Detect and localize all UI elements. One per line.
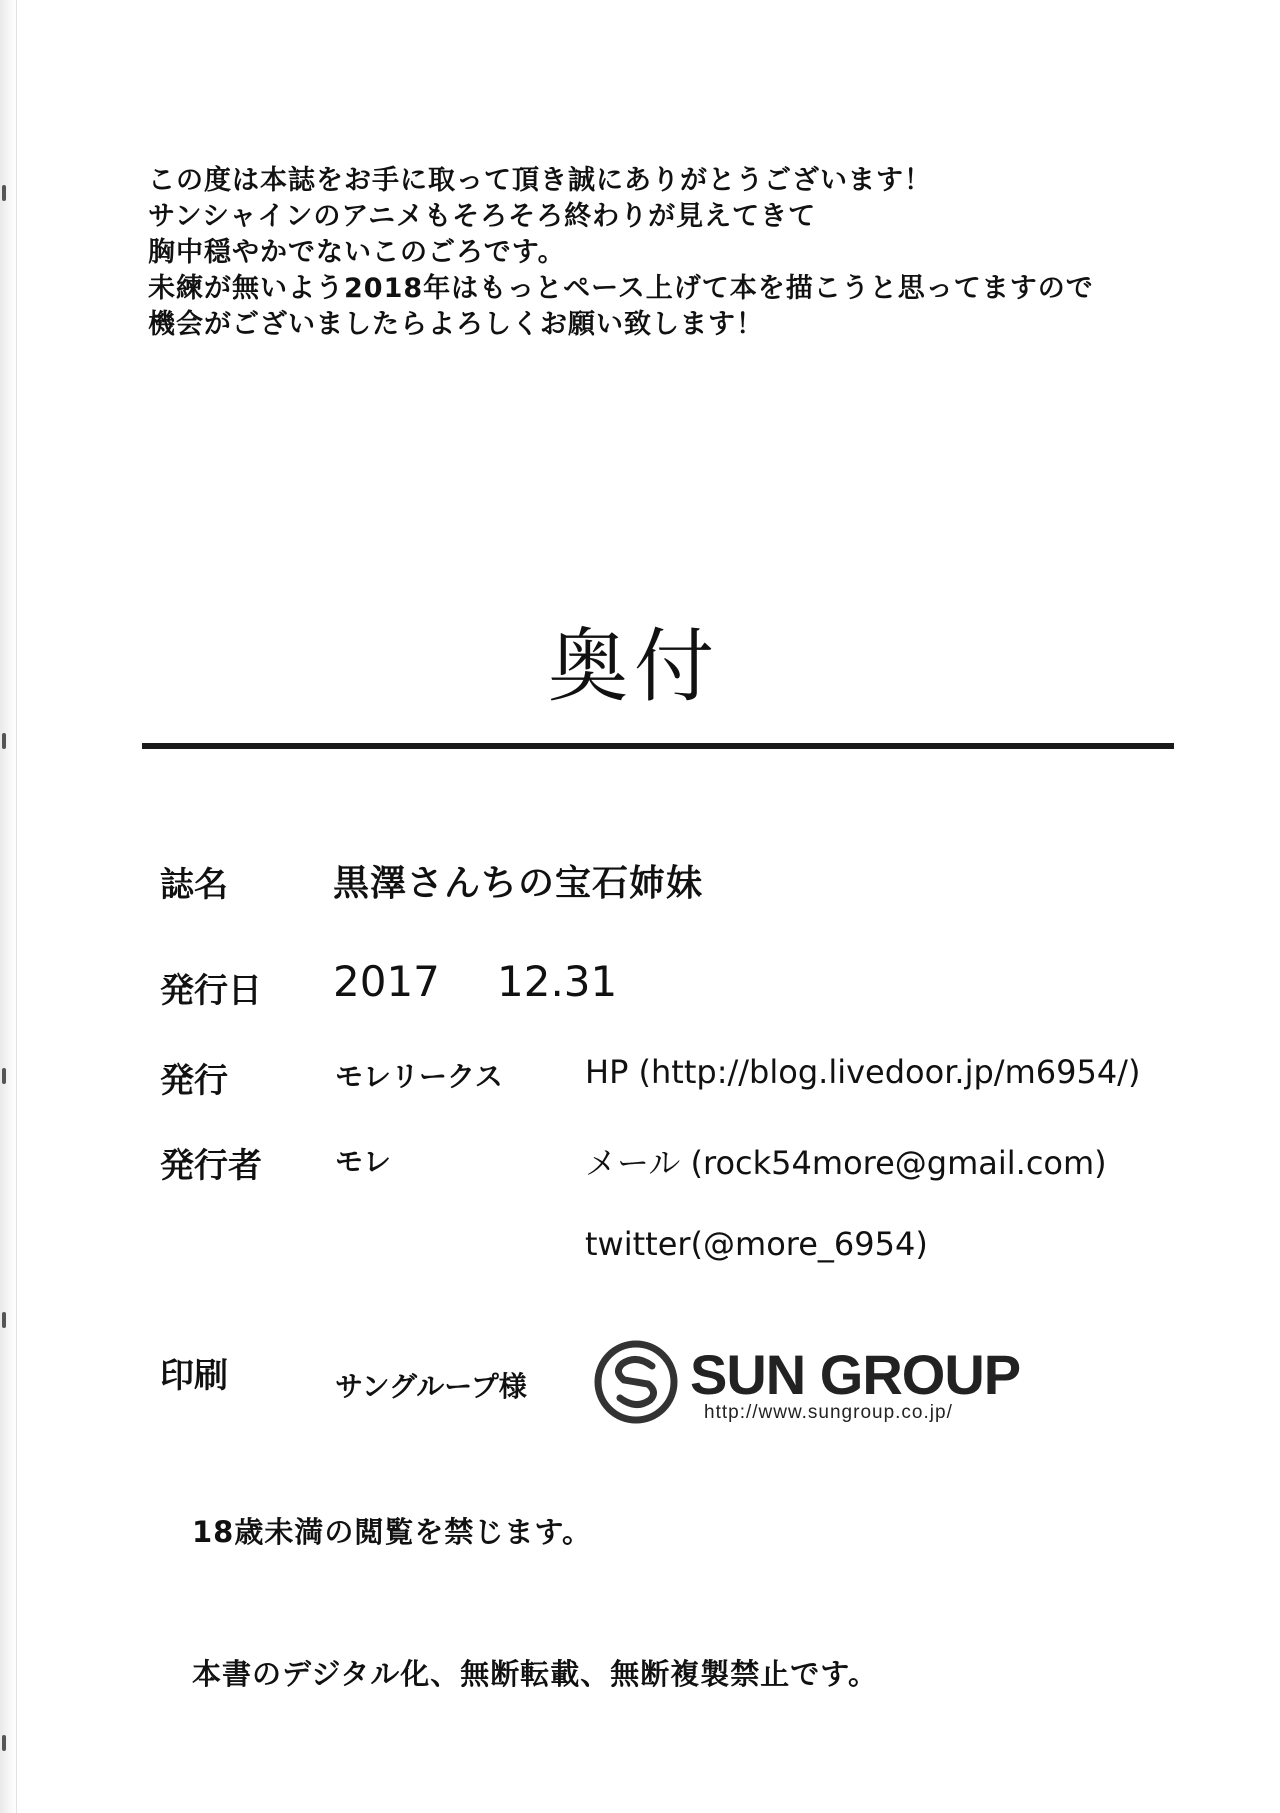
homepage-link[interactable]: HP (http://blog.livedoor.jp/m6954/) bbox=[585, 1053, 1141, 1091]
title-divider bbox=[142, 743, 1174, 749]
issue-date-year: 2017 bbox=[333, 957, 440, 1006]
sun-group-logo bbox=[594, 1340, 1034, 1430]
binding-mark bbox=[2, 185, 6, 201]
twitter-contact[interactable]: twitter(@more_6954) bbox=[585, 1225, 928, 1263]
email-contact[interactable]: メール (rock54more@gmail.com) bbox=[585, 1144, 1107, 1182]
afterword-line: 未練が無いよう2018年はもっとペース上げて本を描こうと思ってますので bbox=[148, 273, 1094, 304]
binding-mark bbox=[2, 1735, 6, 1751]
publisher-label: 発行 bbox=[160, 1061, 228, 1101]
binding-mark bbox=[2, 1068, 6, 1084]
afterword-message bbox=[148, 163, 1148, 343]
issue-date-day: 12.31 bbox=[497, 957, 618, 1006]
book-title-label: 誌名 bbox=[160, 865, 228, 905]
book-title-value: 黒澤さんちの宝石姉妹 bbox=[333, 863, 704, 904]
sun-group-logo-name: SUN GROUP bbox=[690, 1343, 1021, 1406]
afterword-line: 機会がございましたらよろしくお願い致します！ bbox=[148, 309, 764, 340]
printer-value: サングループ様 bbox=[335, 1370, 527, 1403]
sun-group-emblem-icon bbox=[594, 1340, 678, 1424]
afterword-line: 胸中穏やかでないこのごろです。 bbox=[148, 237, 566, 268]
sun-group-logo-url: http://www.sungroup.co.jp/ bbox=[704, 1402, 953, 1423]
printer-label: 印刷 bbox=[160, 1356, 228, 1396]
binding-mark bbox=[2, 1312, 6, 1328]
page-spine-shadow bbox=[0, 0, 17, 1813]
publisher-value: モレリークス bbox=[335, 1060, 503, 1093]
afterword-line: この度は本誌をお手に取って頂き誠にありがとうございます！ bbox=[148, 165, 932, 196]
binding-mark bbox=[2, 733, 6, 749]
author-value: モレ bbox=[335, 1145, 392, 1178]
afterword-line: サンシャインのアニメもそろそろ終わりが見えてきて bbox=[148, 201, 817, 232]
colophon-title: 奥付 bbox=[548, 620, 720, 713]
age-restriction-notice: 18歳未満の閲覧を禁じます。 bbox=[192, 1515, 593, 1549]
author-label: 発行者 bbox=[160, 1146, 262, 1186]
issue-date-label: 発行日 bbox=[160, 971, 262, 1011]
copyright-notice: 本書のデジタル化、無断転載、無断複製禁止です。 bbox=[192, 1657, 878, 1691]
